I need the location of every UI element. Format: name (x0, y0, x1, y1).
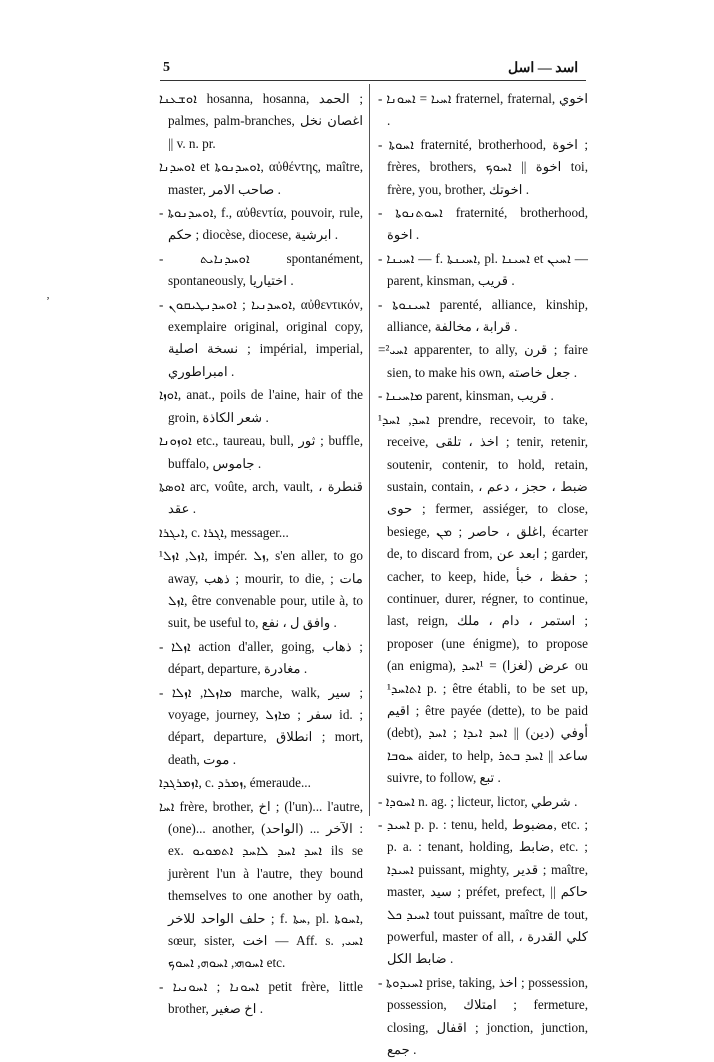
dictionary-entry: - ܐܚܘܬܢܘܬܐ fraternité, brotherhood, اخوة . (378, 205, 588, 243)
dictionary-entry: - ܐܘܚܕܢܘܬܐ, f., αὐθεντία, pouvoir, rule, حكم ; diocèse, diocese, ابرشية . (159, 205, 363, 243)
dictionary-entry: - ܡܐܚܝܢܐ parent, kinsman, قريب . (378, 388, 554, 404)
right-column (378, 88, 588, 1062)
dictionary-entry: - ܐܚܝܕ p. p. : tenu, held, مضبوط, etc. ; p. a. : tenant, holding, ضابط, etc. ; ܐܚܝܕܐ puissant, mighty, قدير ; maître, master, سيد ; préfet, prefect, حاكم || ܐܚܝܕ ܟܠ tout puissant, maître de tout, powerful, master of all, كلي القدرة ، ضابط الكل . (378, 817, 588, 967)
dictionary-entry: ܐܘܙܘܢܐ etc., taureau, bull, ثور ; buffle, buffalo, جاموس . (159, 433, 363, 471)
left-column (159, 88, 363, 1022)
dictionary-entry: - ܐܚܝܐ = ܐܚܘܢܐ fraternel, fraternal, اخوي . (378, 91, 588, 129)
dictionary-entry: - ܐܚܝܢܐ — f. ܐܚܝܢܬܐ, pl. ܐܚܝܢܐ et ܐܚܝܢ — parent, kinsman, قريب . (378, 250, 588, 289)
dictionary-entry: ܐܘܫܥܢܐ hosanna, hosanna, الحمد ; palmes, palm-branches, اغصان نخل || v. n. pr. (159, 91, 363, 151)
dictionary-entry: - ܐܘܚܕܢܐܝܬ spontanément, spontaneously, اختياريا . (159, 250, 363, 289)
dictionary-entry: - ܐܚܝܕܘܬܐ prise, taking, اخذ ; possession, possession, امتلاك ; fermeture, closing, اقفال ; jonction, junction, جمع . (378, 974, 589, 1058)
margin-mark: ʼ (46, 294, 50, 308)
dictionary-entry: ¹ܐܚܕ, ܐܚܕ prendre, recevoir, to take, receive, اخذ ، تلقى ; tenir, retenir, soutenir, contenir, to hold, retain, sustain, contain, ضبط ، حجز ، دعم ، حوى ; fermer, assiéger, to close, besiege, اغلق ، حاصر ; ܡܢ, écarter de, to discard from, ابعد عن ; garder, cacher, to keep, hide, حفظ ، خبأ ; continuer, durer, régner, to continue, last, reign, استمر ، دام ، ملك ; proposer (une énigme), to propose (an enigma), عرض (لغزا) = ¹ܐܚܕ ou ¹ܐܬܐܚܕ p. ; être établi, to be set up, اقيم ; être payée (dette), to be paid (debt), أوفي (دين) || ܐܚܕ ܐܝܕܐ ; ܐܚܕ ܚܘܒܐ aider, to help, ساعد || ܐܚܕ ܒܬܪ suivre, to follow, تبع . (378, 411, 589, 786)
page-number: 5 (163, 60, 170, 75)
dictionary-entry: - ܐܘܚܕܢܝܐ ; ܐܘܚܕܢܛܝܩܘܢ, αὐθεντικόν, exemplaire original, original copy, نسخة اصلية ; impérial, imperial, امبراطوري . (159, 296, 363, 379)
dictionary-entry: ܐܘܙܐ, anat., poils de l'aine, hair of the groin, شعر الكاذة . (159, 387, 363, 425)
dictionary-entry: - ܐܚܝܢܘܬܐ parenté, alliance, kinship, alliance, قرابة ، مخالفة . (378, 296, 588, 335)
dictionary-entry: - ܐܚܘܕܐ n. ag. ; licteur, lictor, شرطي . (378, 793, 578, 809)
dictionary-entry: - ܐܚܘܢܐ ; ܐܚܘܢܝܐ petit frère, little brother, اخ صغير . (159, 978, 363, 1017)
header-rule (160, 80, 586, 81)
dictionary-entry: =²ܐܚܝ apparenter, to ally, قرن ; faire sien, to make his own, جعل خاصته . (378, 342, 588, 380)
dictionary-entry: - ܐܙܠܐ action d'aller, going, ذهاب ; départ, departure, مغادرة . (159, 638, 363, 677)
dictionary-entry: ܐܚܐ frère, brother, اخ ; (l'un)... l'autre, (one)... another, (الواحد) ... الآخر : ex. ܐܚܕ ܐܚܕ ܠܐܚܕ ܐܬܡܘܝܘ ils se jurèrent l'un à l'autre, they bound themselves to one another by oath, حلف الواحد للاخر ; f. ܚܬܐ, pl. ܐܚܘܬܐ, sœur, sister, اخت — Aff. s. ܐܚܝ, ܐܚܘܗܝ, ܐܚܘܗ, ܐܚܘܟ etc. (159, 798, 364, 971)
dictionary-entry: - ܐܚܘܬܐ fraternité, brotherhood, اخوة ; frères, brothers, اخوة || ܐܚܘܟ toi, frère, you, brother, اخوتك . (378, 136, 588, 197)
dictionary-entry: ¹ܐܙܠ, ܐܙܠ, impér. ܙܠ, s'en aller, to go away, ذهب ; mourir, to die, مات ; ܐܙܠ, être convenable pour, utile à, to suit, be useful to, وافق ل ، نفع . (159, 548, 363, 631)
dictionary-entry: ܐܘܣܬܐ arc, voûte, arch, vault, قنطرة ، عقد . (159, 478, 363, 517)
dictionary-entry: ܐܝܓܪܐ, c. ܐܓܪܐ, messager... (159, 524, 289, 540)
dictionary-entry: ܐܙܡܪܓܕܐ, c. ܙܡܪܕ, émeraude... (159, 775, 311, 791)
column-divider (369, 84, 370, 816)
dictionary-entry: ܐܘܚܕܢܐ et ܐܘܚܕܢܘܬܐ, αὐθέντης, maître, master, صاحب الامر . (159, 159, 363, 197)
running-head: ﺍﺳﺪ — ﺍﺳﻞ (508, 61, 579, 76)
dictionary-entry: - ܡܐܙܠܐ, ܐܙܠܐ marche, walk, سير ; voyage, journey, سفر ; ܡܐܙܠ id. ; départ, departure, انطلاق ; mort, death, موت . (159, 684, 364, 767)
